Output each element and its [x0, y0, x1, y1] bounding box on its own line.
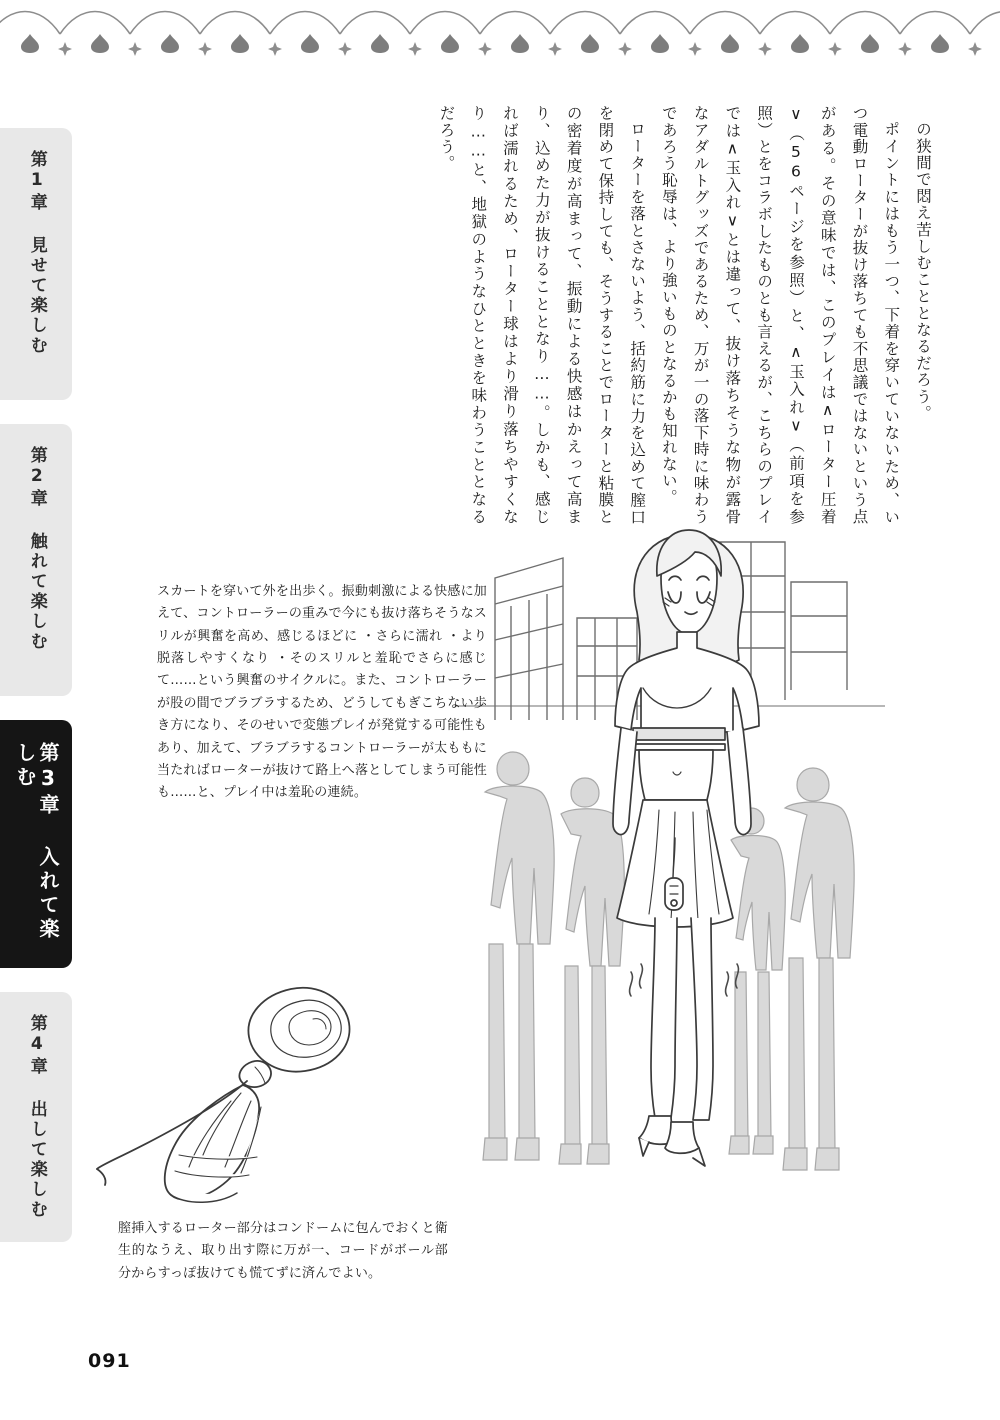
caption-rotor-condom: 膣挿入するローター部分はコンドームに包んでおくと衛生的なうえ、取り出す際に万が一、コードがボール部分からすっぽ抜けても慌てずに済んでよい。: [118, 1221, 449, 1281]
illustration-street-scene: [455, 520, 885, 1260]
sidebar-item-chapter-4[interactable]: [0, 992, 72, 1242]
sidebar-item-chapter-1[interactable]: [0, 128, 72, 400]
illustration-rotor-condom: [95, 955, 465, 1205]
sidebar-item-label: 第3章 入れて楽しむ: [13, 742, 60, 942]
sidebar-item-label: 第1章 見せて楽しむ: [26, 150, 47, 356]
sidebar-item-label: 第2章 触れて楽しむ: [26, 446, 47, 652]
sidebar-item-chapter-2[interactable]: [0, 424, 72, 696]
caption-street-scene: スカートを穿いて外を出歩く。振動刺激による快感に加えて、コントローラーの重みで今にも抜け落ちそうなスリルが興奮を高め、感じるほどに ・さらに濡れ ・より脱落しやすくなり ・そのスリルと羞恥でさらに感じて……という興奮のサイクルに。また、コントローラーが股の間でブラブラするため、どうしてもぎこちない歩き方になり、そのせいで変態プレイが発覚する可能性もあり、加えて、ブラブラするコントローラーが太ももに当たればローターが抜けて路上へ落としてしまう可能性も……と、プレイ中は羞恥の連続。: [157, 584, 488, 801]
decorative-header-border: [0, 0, 1000, 62]
body-paragraph: ポイントにはもう一つ、下着を穿いていないため、いつ電動ローターが抜け落ちても不思議ではないという点がある。その意味では、このプレイは∧ローター圧着∨（56ページを参照）と、∧玉入れ∨（前項を参照）とをコラボしたものとも言えるが、こちらのプレイでは∧玉入れ∨とは違って、抜け落ちそうな物が露骨なアダルトグッズであるため、万が一の落下時に味わうであろう恥辱は、より強いものとなるかも知れない。: [659, 105, 901, 525]
sidebar-item-chapter-3[interactable]: [0, 720, 72, 968]
chapter-tab-rail: [0, 128, 72, 1266]
body-text-column: [430, 105, 938, 525]
body-paragraph: ローターを落とさないよう、括約筋に力を込めて膣口を閉めて保持しても、そうすることでローターと粘膜との密着度が高まって、振動による快感はかえって高まり、込めた力が抜けることとなり……。しかも、感じれば濡れるため、ローター球はより滑り落ちやすくなり……と、地獄のようなひとときを味わうこととなるだろう。: [437, 105, 647, 525]
body-paragraph: の狭間で悶え苦しむこととなるだろう。: [914, 120, 932, 422]
page-number: 091: [88, 1350, 131, 1372]
sidebar-item-label: 第4章 出して楽しむ: [26, 1014, 47, 1220]
